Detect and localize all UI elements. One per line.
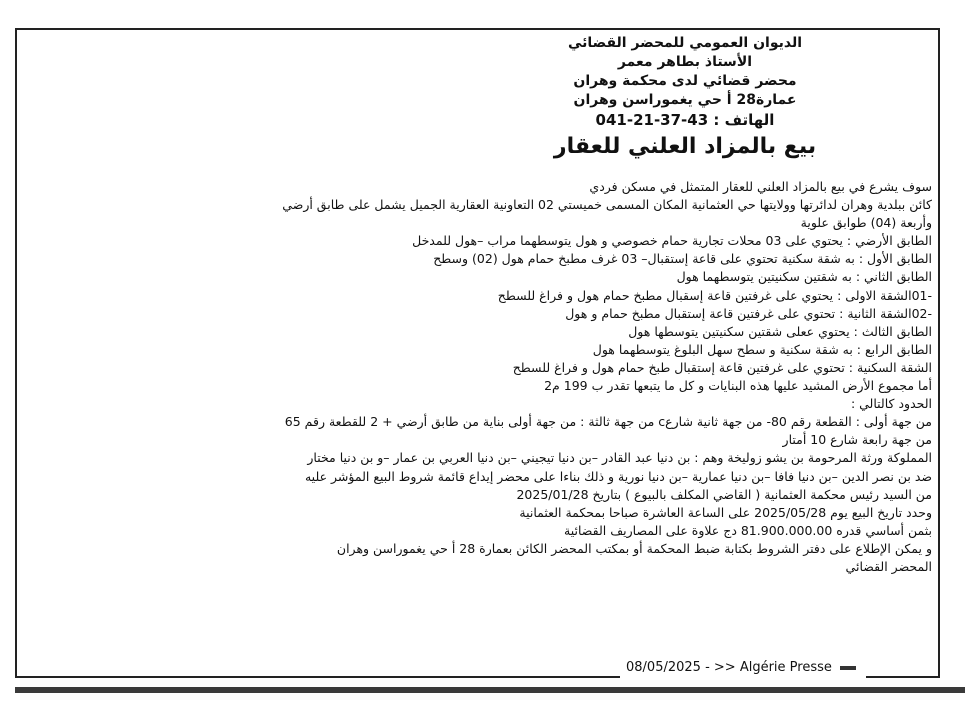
footer-separator: - >> (705, 660, 736, 675)
body-line: بثمن أساسي قدره 81.900.000.00 دج علاوة على المصاريف القضائية (564, 522, 932, 538)
office-name: الديوان العمومي للمحضر القضائي (567, 35, 803, 51)
body-line: المملوكة ورثة المرحومة بن يشو زوليخة وهم : بن دنيا عبد القادر –بن دنيا تيجيني –بن دنيا العربي بن عمار –و بن دنيا مختار (307, 450, 932, 466)
body-line: الطابق الأول : به شقة سكنية تحتوي على قاعة إستقبال– 03 غرف مطبخ حمام هول (02) وسطح (433, 251, 932, 267)
bottom-rule (15, 687, 965, 693)
body-line: ضد بن نصر الدين –بن دنيا فافا –بن دنيا عمارية –بن دنيا نورية و ذلك بناءا على محضر إيداع قائمة شروط البيع المؤشر عليه (304, 468, 932, 484)
body-line: كائن ببلدية وهران لدائرتها وولايتها حي العثمانية المكان المسمى خميستي 02 التعاونية العقارية الجميل يشمل على طابق أرضي (282, 197, 932, 213)
body-line: الحدود كالتالي : (850, 396, 932, 412)
body-line: -01الشقة الاولى : يحتوي على غرفتين قاعة إسقبال مطبخ حمام هول و فراغ للسطح (497, 287, 932, 303)
body-line: و يمكن الإطلاع على دفتر الشروط بكتابة ضبط المحكمة أو بمكتب المحضر الكائن بعمارة 28 أ حي يغموراسن وهران (336, 540, 932, 556)
footer-date: 08/05/2025 (626, 660, 701, 675)
body-line: -02الشقة الثانية : تحتوي على غرفتين قاعة إستقبال مطبخ حمام و هول (565, 305, 932, 321)
bailiff-name: الأستاذ بطاهر معمر (617, 54, 753, 70)
body-line: من السيد رئيس محكمة العثمانية ( القاضي المكلف بالبيوع ) بتاريخ 2025/01/28 (516, 486, 932, 502)
notice-title: بيع بالمزاد العلني للعقار (553, 134, 817, 159)
body-line: الطابق الرابع : به شقة سكنية و سطح سهل البلوغ يتوسطهما هول (592, 341, 932, 357)
body-line: الطابق الأرضي : يحتوي على 03 محلات تجارية حمام خصوصي و هول يتوسطهما مراب –هول للمدخل (412, 233, 932, 249)
body-line: سوف يشرع في بيع بالمزاد العلني للعقار المتمثل في مسكن فردي (589, 179, 932, 194)
body-line: من جهة رابعة شارع 10 أمتار (782, 432, 932, 448)
body-line: الشقة السكنية : تحتوي على غرفتين قاعة إستقبال طبخ حمام هول و فراغ للسطح (512, 359, 932, 375)
body-line: وحدد تاريخ البيع يوم 2025/05/28 على الساعة العاشرة صباحا بمحكمة العثمانية (519, 504, 932, 520)
notice-body (52, 178, 932, 576)
body-line: الطابق الثاني : به شقتين سكنيتين يتوسطهما هول (676, 269, 932, 285)
body-line: أما مجموع الأرض المشيد عليها هذه البنايات و كل ما يتبعها تقدر ب 199 م2 (544, 378, 932, 394)
phone-number: 041-21-37-43 (595, 111, 709, 129)
bailiff-court: محضر قضائي لدى محكمة وهران (573, 73, 797, 89)
body-line: من جهة أولى : القطعة رقم 80- من جهة ثانية شارعc من جهة ثالثة : من جهة أولى بناية من طابق أرضي + 2 للقطعة رقم 65 (284, 414, 932, 430)
footer-source: Algérie Presse (739, 660, 832, 675)
phone-label: الهاتف : (713, 111, 775, 129)
footer-rule-mark (840, 666, 856, 670)
body-line: الطابق الثالث : يحتوي ععلى شقتين سكنيتين يتوسطها هول (628, 323, 932, 339)
publication-footer (620, 658, 866, 678)
office-address: عمارة28 أ حي يغموراسن وهران (573, 92, 797, 108)
body-line: وأربعة (04) طوابق علوية (800, 215, 932, 231)
body-line: المحضر القضائي (845, 558, 932, 574)
office-phone (405, 110, 965, 131)
notice-header (0, 34, 965, 160)
